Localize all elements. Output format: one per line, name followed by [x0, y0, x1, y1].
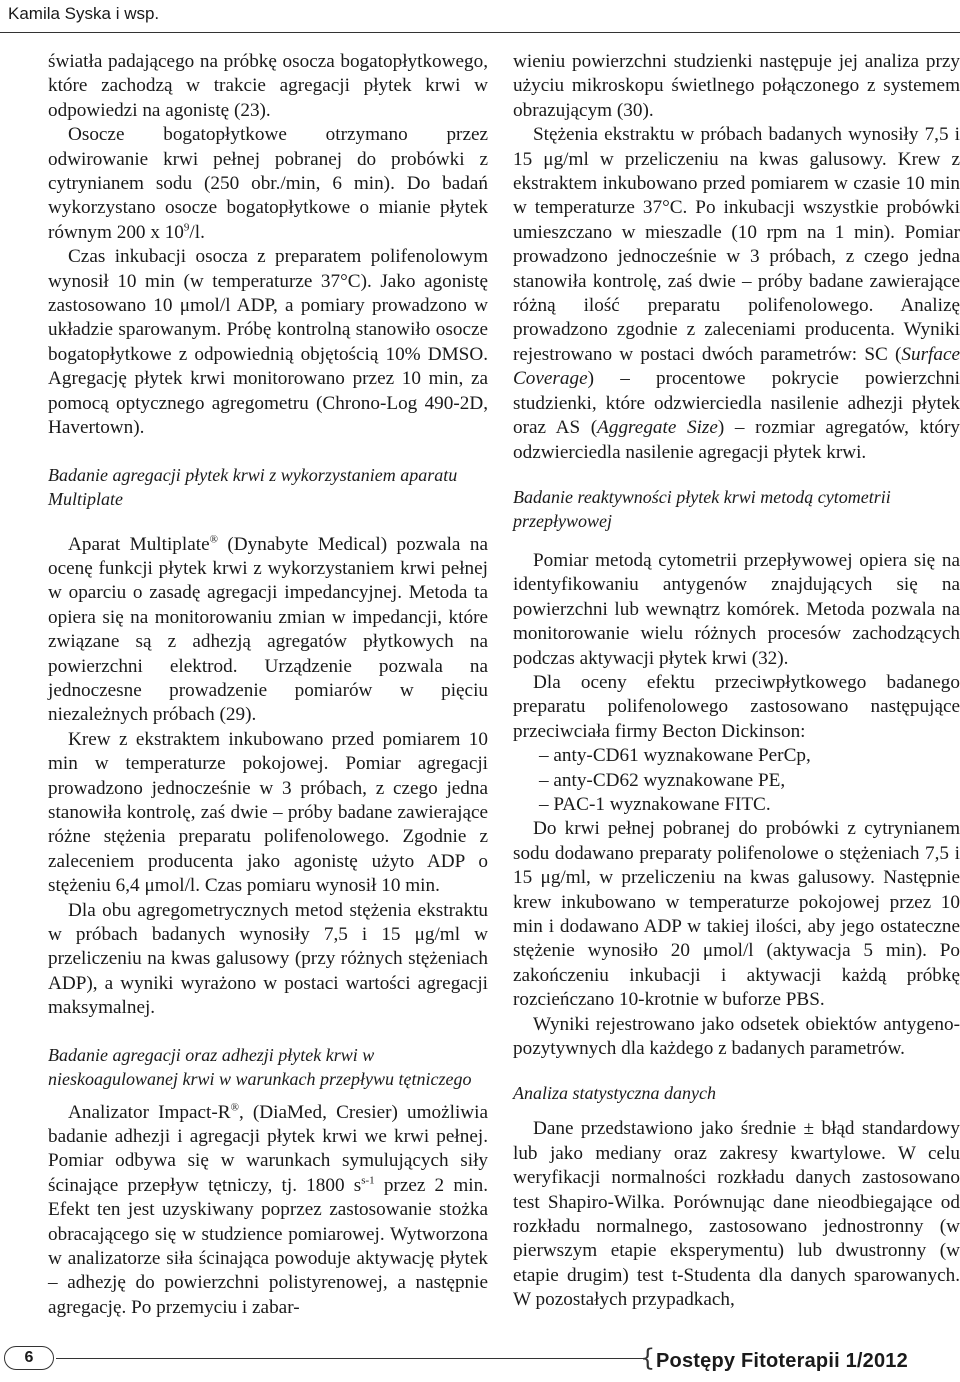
- paragraph: Krew z ekstraktem inkubowano przed pomiarem 10 min w temperaturze pokojowej. Pomiar agregacji prowadzono jednocześnie w 3 próbach, z czego jedna stanowiła kontrolę, zaś dwie – próby badane zawierające różne stężenia preparatu polifenolowego. Zgodnie z zaleceniem producenta jako agonistę użyto ADP o stężeniu 6,4 μmol/l. Czas pomiaru wynosił 10 min.: [48, 728, 488, 897]
- paragraph: Do krwi pełnej pobranej do probówki z cytrynianem sodu dodawano preparaty polifenolowe o stężeniach 7,5 i 15 μg/ml, w przeliczeniu na kwas galusowy. Następnie krew inkubowano w temperaturze pokojowej przez 10 min i dodawano ADP w takiej ilości, aby jego ostateczne stężenie wynosiło 20 μmol/l (aktywacja 5 min). Po zakończeniu inkubacji i aktywacji każdą próbkę rozcieńczano 10-krotnie w buforze PBS.: [513, 818, 960, 1011]
- text-run: Analizator Impact-R: [68, 1101, 231, 1123]
- text-run: (Dynabyte Medical) pozwala na ocenę funkcji płytek krwi z wykorzystaniem krwi pełnej w oparciu o zasadę agregacji impedancyjnej. Metoda ta opiera się na monitorowaniu zmian w impedancji, które związane są z adhezją agregatów płytkowych na powierzchni elektrod. Urządzenie pozwala na jednoczesne prowadzenie pomiarów w pięciu niezależnych próbach (29).: [48, 533, 489, 726]
- paragraph: Czas inkubacji osocza z preparatem polifenolowym wynosił 10 min (w temperaturze 37°C). Jako agonistę zastosowano 10 μmol/l ADP, a pomiary prowadzono w układzie sparowanym. Próbę kontrolną stanowiło osocze bogatopłytkowe z odpowiednią objętością 10% DMSO. Agregację płytek krwi monitorowano przez 10 min, za pomocą optycznego agregometru (Chrono-Log 490-2D, Havertown).: [48, 246, 488, 439]
- paragraph: Dane przedstawiono jako średnie ± błąd standardowy lub jako mediany oraz zakresy kwartylowe. W celu weryfikacji normalności rozkładu danych zastosowano test Shapiro-Wilka. Porównując dane nieodbiegające od rozkładu normalnego, zastosowano jednostronny (w pierwszym etapie eksperymentu) lub dwustronny (w etapie drugim) test t-Studenta dla danych sparowanych. W pozostałych przypadkach,: [513, 1118, 960, 1311]
- paragraph: Dla obu agregometrycznych metod stężenia ekstraktu w próbach badanych wynosiły 7,5 i 15 μg/ml w przeliczeniu na kwas galusowy (przy różnych stężeniach ADP), a wyniki wyrażono w postaci wartości agregacji maksymalnej.: [48, 899, 488, 1019]
- paragraph: światła padającego na próbkę osocza bogatopłytkowego, które zachodzą w trakcie agregacji płytek krwi w odpowiedzi na agonistę (23).: [48, 51, 488, 121]
- paragraph: [48, 1101, 488, 1321]
- journal-title: Postępy Fitoterapii 1/2012: [656, 1350, 908, 1372]
- text-run: ) – procentowe pokrycie powierzchni studzienki, które odzwierciedla nasilenie adhezji płytek oraz AS (: [513, 368, 960, 439]
- paragraph: [513, 123, 960, 465]
- paragraph: [48, 533, 488, 728]
- antibody-list: [513, 744, 960, 817]
- registered-mark: ®: [209, 533, 218, 546]
- registered-mark: ®: [230, 1101, 239, 1114]
- text-run: /l.: [189, 221, 205, 243]
- section-heading: Badanie agregacji oraz adhezji płytek krwi w nieskoagulowanej krwi w warunkach przepływu tętniczego: [48, 1044, 472, 1089]
- paragraph: Dla oceny efektu przeciwpłytkowego badanego preparatu polifenolowego zastosowano następujące przeciwciała firmy Becton Dickinson:: [513, 671, 960, 742]
- paragraph: Wyniki rejestrowano jako odsetek obiektów antygeno-pozytywnych dla każdego z badanych parametrów.: [513, 1013, 960, 1060]
- list-item: – PAC-1 wyznakowane FITC.: [539, 793, 771, 815]
- paragraph: wieniu powierzchni studzienki następuje jej analiza przy użyciu mikroskopu świetlnego połączonego z systemem obrazującym (30).: [513, 51, 960, 121]
- running-header-author: Kamila Syska i wsp.: [8, 4, 160, 23]
- superscript: 9: [183, 221, 190, 234]
- text-run: przez 2 min. Efekt ten jest uzyskiwany poprzez zastosowanie stożka obracającego się w studzience pomiarowej. Wytworzona w analizatorze siła ścinająca powoduje aktywację płytek – adhezję do powierzchni polistyrenowej, a następnie agregację. Po przemyciu i zabar-: [48, 1174, 488, 1318]
- right-column: [513, 50, 960, 1313]
- text-run: Stężenia ekstraktu w próbach badanych wynosiły 7,5 i 15 μg/ml w przeliczeniu na kwas galusowy. Krew z ekstraktem inkubowano przed pomiarem w czasie 10 min w temperaturze 37°C. Po inkubacji wszystkie probówki umieszczano w mieszadle (10 rpm na 1 min). Pomiar prowadzono jednocześnie w 3 próbach, z czego jedna stanowiła kontrolę, zaś dwie – próby badane zawierające różną ilość preparatu polifenolowego. Analizę prowadzono zgodnie z zaleceniami producenta. Wyniki rejestrowano w postaci dwóch parametrów: SC (: [513, 124, 960, 365]
- list-item: – anty-CD62 wyznakowane PE,: [539, 769, 786, 791]
- text-run: ) – rozmiar agregatów, który odzwierciedla nasilenie agregacji płytek krwi.: [513, 417, 960, 463]
- term-italic: Surface Coverage: [513, 343, 960, 390]
- page-number: 6: [4, 1346, 54, 1370]
- list-item: – anty-CD61 wyznakowane PerCp,: [539, 745, 811, 767]
- footer-bracket-ornament: {: [640, 1344, 656, 1372]
- superscript: s-1: [361, 1174, 375, 1187]
- text-run: Aparat Multiplate: [68, 533, 210, 555]
- section-heading: Analiza statystyczna danych: [513, 1083, 716, 1104]
- section-heading: Badanie reaktywności płytek krwi metodą cytometrii przepływowej: [513, 486, 891, 531]
- footer-divider: [56, 1358, 646, 1359]
- left-column: [48, 50, 488, 1320]
- section-heading: Badanie agregacji płytek krwi z wykorzystaniem aparatu Multiplate: [48, 464, 458, 509]
- text-run: , (DiaMed, Cresier) umożliwia badanie adhezji i agregacji płytek krwi we krwi pełnej. Pomiar odbywa się w warunkach symulujących siły ścinające przepływ tętniczy, tj. 1800 s: [48, 1101, 488, 1196]
- term-italic: Aggregate Size: [597, 417, 718, 439]
- paragraph: Pomiar metodą cytometrii przepływowej opiera się na identyfikowaniu antygenów znajdujących się na powierzchni lub wewnątrz komórek. Metoda pozwala na monitorowanie wielu różnych procesów zachodzących podczas aktywacji płytek krwi (32).: [513, 549, 960, 669]
- paragraph: [48, 123, 488, 245]
- text-run: Osocze bogatopłytkowe otrzymano przez odwirowanie krwi pełnej pobranej do probówki z cytrynianem sodu (250 obr./min, 6 min). Do badań wykorzystano osocze bogatopłytkowe o mianie płytek równym 200 x 10: [48, 124, 488, 243]
- header-divider: [0, 32, 960, 33]
